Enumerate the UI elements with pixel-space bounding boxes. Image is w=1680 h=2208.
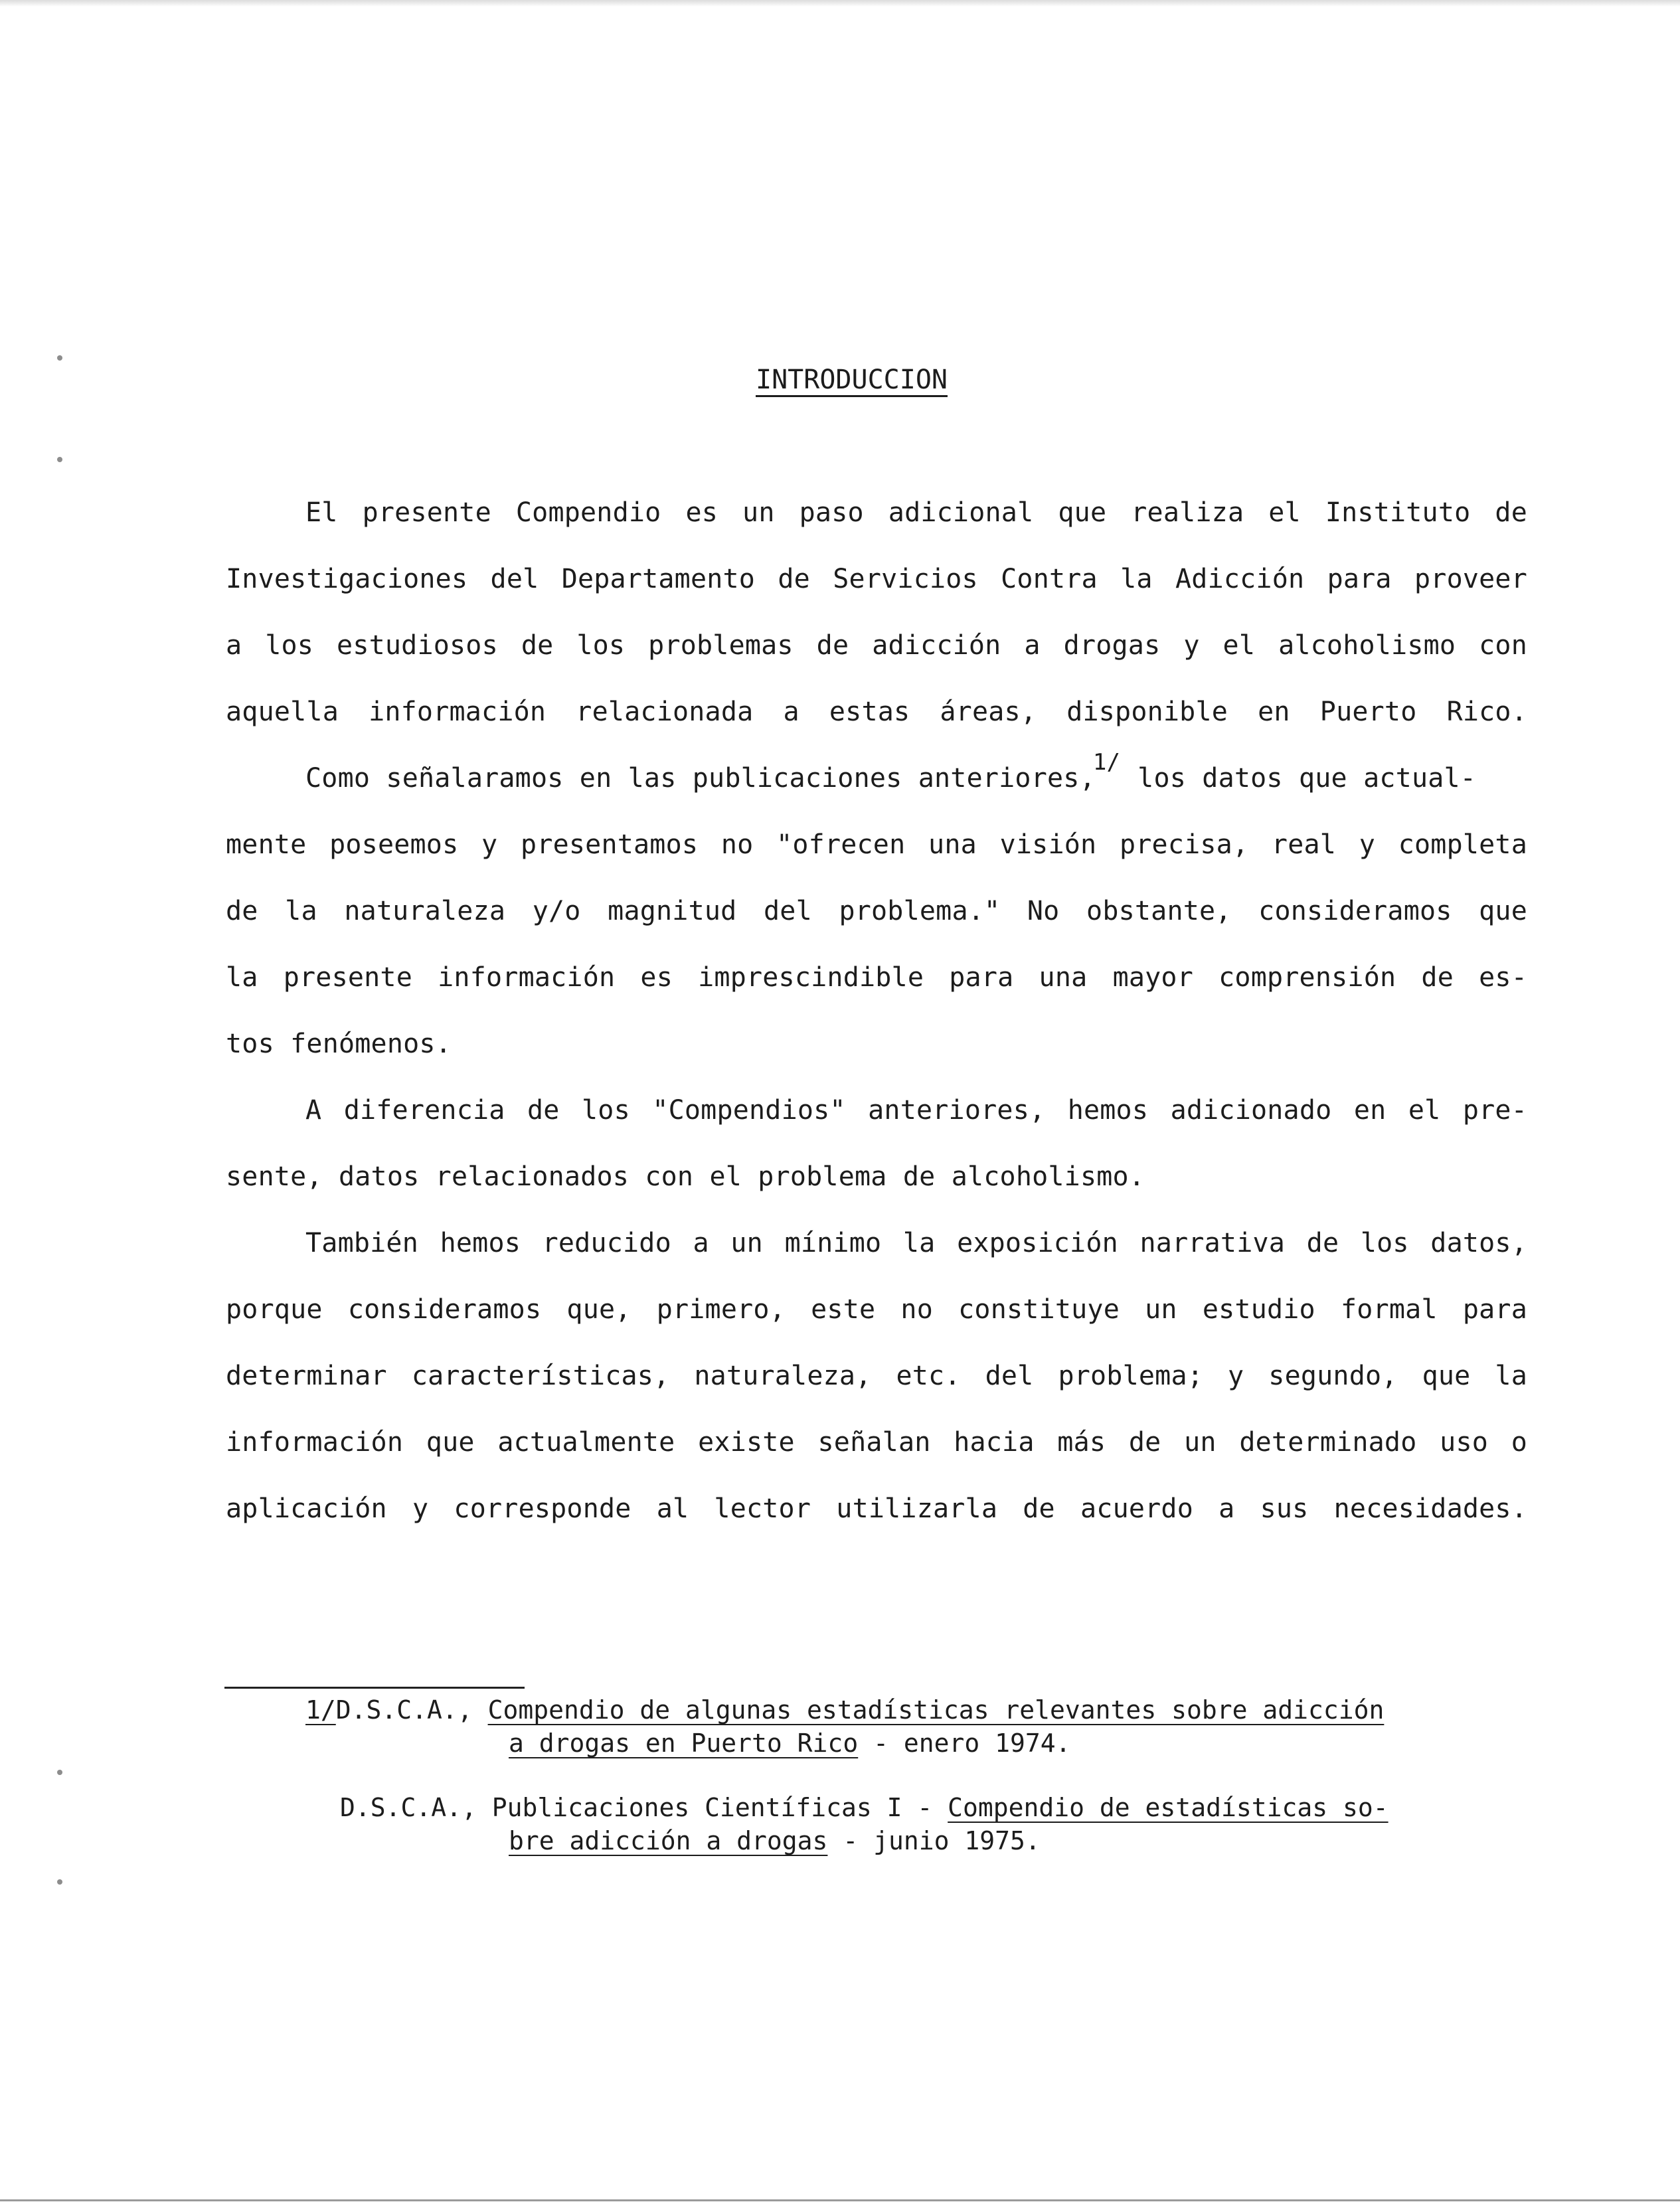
footnote-separator <box>224 1687 525 1689</box>
footnote-title: bre adicción a drogas <box>509 1826 828 1855</box>
body-line: aplicación y corresponde al lector utilizarla de acuerdo a sus necesidades. <box>226 1493 1527 1524</box>
body-line: El presente Compendio es un paso adicional que realiza el Instituto de <box>305 497 1527 528</box>
footnote-author: D.S.C.A., <box>340 1793 477 1822</box>
footnote-marker: 1/ <box>305 1695 336 1725</box>
footnote-date: - enero 1974. <box>858 1729 1071 1758</box>
footnote-reference: 1/ <box>1092 749 1121 776</box>
body-line: Investigaciones del Departamento de Servicios Contra la Adicción para proveer <box>226 564 1527 594</box>
footnote-1-line-1 <box>305 1693 1384 1727</box>
body-line: tos fenómenos. <box>226 1029 452 1059</box>
body-line-part: los datos que actual- <box>1137 763 1477 794</box>
binder-hole-mark <box>57 1879 62 1885</box>
footnote-title: Compendio de estadísticas so- <box>948 1793 1388 1822</box>
footnote-author: D.S.C.A., <box>335 1695 473 1725</box>
footnote-1-line-2 <box>509 1727 1071 1760</box>
page-top-edge <box>0 0 1680 7</box>
body-line: de la naturaleza y/o magnitud del problema." No obstante, consideramos que <box>226 896 1527 926</box>
page-title: INTRODUCCION <box>756 365 948 395</box>
body-line-part: Como señalaramos en las publicaciones anteriores, <box>305 763 1096 794</box>
footnote-2-line-1 <box>340 1791 1388 1824</box>
binder-hole-mark <box>57 355 62 361</box>
body-line-with-footnote <box>305 749 1527 798</box>
footnote-2-line-2 <box>509 1824 1041 1857</box>
body-line: También hemos reducido a un mínimo la exposición narrativa de los datos, <box>305 1228 1527 1258</box>
page-bottom-edge <box>0 2199 1680 2201</box>
footnote-series: Publicaciones Científicas I - <box>491 1793 948 1822</box>
body-line: determinar características, naturaleza, etc. del problema; y segundo, que la <box>226 1361 1527 1391</box>
body-line: sente, datos relacionados con el problema de alcoholismo. <box>226 1161 1145 1192</box>
body-line: A diferencia de los "Compendios" anteriores, hemos adicionado en el pre- <box>305 1095 1527 1126</box>
footnote-title: Compendio de algunas estadísticas relevantes sobre adicción <box>487 1695 1385 1725</box>
body-line: a los estudiosos de los problemas de adicción a drogas y el alcoholismo con <box>226 630 1527 661</box>
body-line: porque consideramos que, primero, este no constituye un estudio formal para <box>226 1294 1527 1325</box>
binder-hole-mark <box>57 1770 62 1775</box>
body-line: aquella información relacionada a estas áreas, disponible en Puerto Rico. <box>226 697 1527 727</box>
body-line: información que actualmente existe señalan hacia más de un determinado uso o <box>226 1427 1527 1458</box>
footnote-title: a drogas en Puerto Rico <box>509 1729 859 1758</box>
body-line: mente poseemos y presentamos no "ofrecen una visión precisa, real y completa <box>226 829 1527 860</box>
binder-hole-mark <box>57 457 62 462</box>
footnote-date: - junio 1975. <box>827 1826 1041 1855</box>
body-line: la presente información es imprescindible para una mayor comprensión de es- <box>226 962 1527 993</box>
